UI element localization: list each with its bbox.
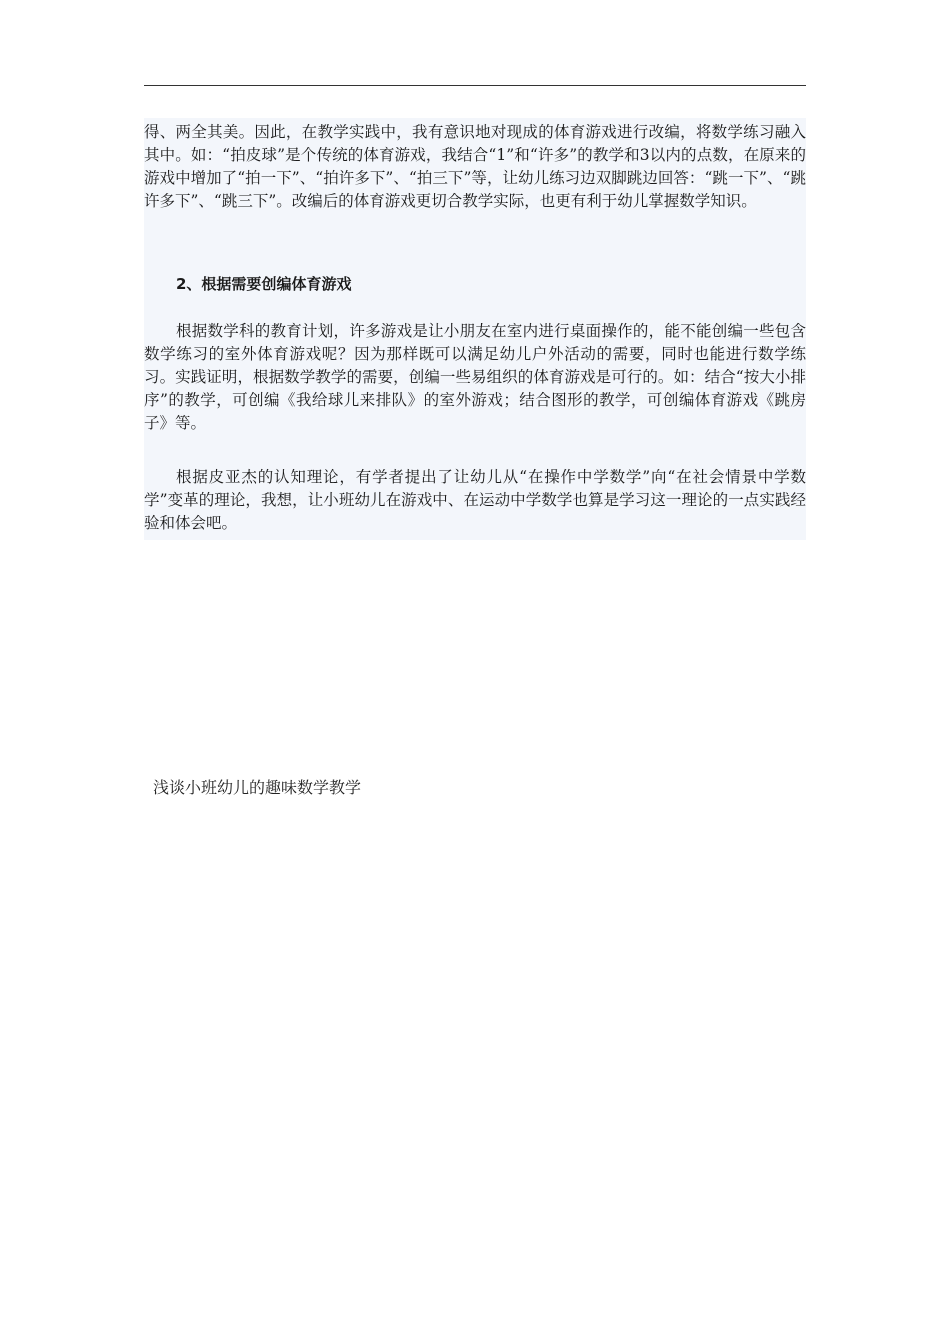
body-paragraph-3: 根据皮亚杰的认知理论，有学者提出了让幼儿从“在操作中学数学”向“在社会情景中学数学”变革的理论，我想，让小班幼儿在游戏中、在运动中学数学也算是学习这一理论的一点实践经验和体会吧。 [144, 468, 806, 532]
section-heading: 2、根据需要创编体育游戏 [176, 275, 352, 293]
header-divider [144, 85, 806, 86]
body-paragraph-1: 得、两全其美。因此，在教学实践中，我有意识地对现成的体育游戏进行改编，将数学练习融入其中。如：“拍皮球”是个传统的体育游戏，我结合“1”和“许多”的教学和3以内的点数，在原来的游戏中增加了“拍一下”、“拍许多下”、“拍三下”等，让幼儿练习边双脚跳边回答：“跳一下”、“跳许多下”、“跳三下”。改编后的体育游戏更切合教学实际，也更有利于幼儿掌握数学知识。 [144, 123, 806, 210]
body-paragraph-2: 根据数学科的教育计划，许多游戏是让小朋友在室内进行桌面操作的，能不能创编一些包含数学练习的室外体育游戏呢？因为那样既可以满足幼儿户外活动的需要，同时也能进行数学练习。实践证明，根据数学教学的需要，创编一些易组织的体育游戏是可行的。如：结合“按大小排序”的教学，可创编《我给球儿来排队》的室外游戏；结合图形的教学，可创编体育游戏《跳房子》等。 [144, 322, 806, 432]
document-title: 浅谈小班幼儿的趣味数学教学 [153, 778, 362, 797]
